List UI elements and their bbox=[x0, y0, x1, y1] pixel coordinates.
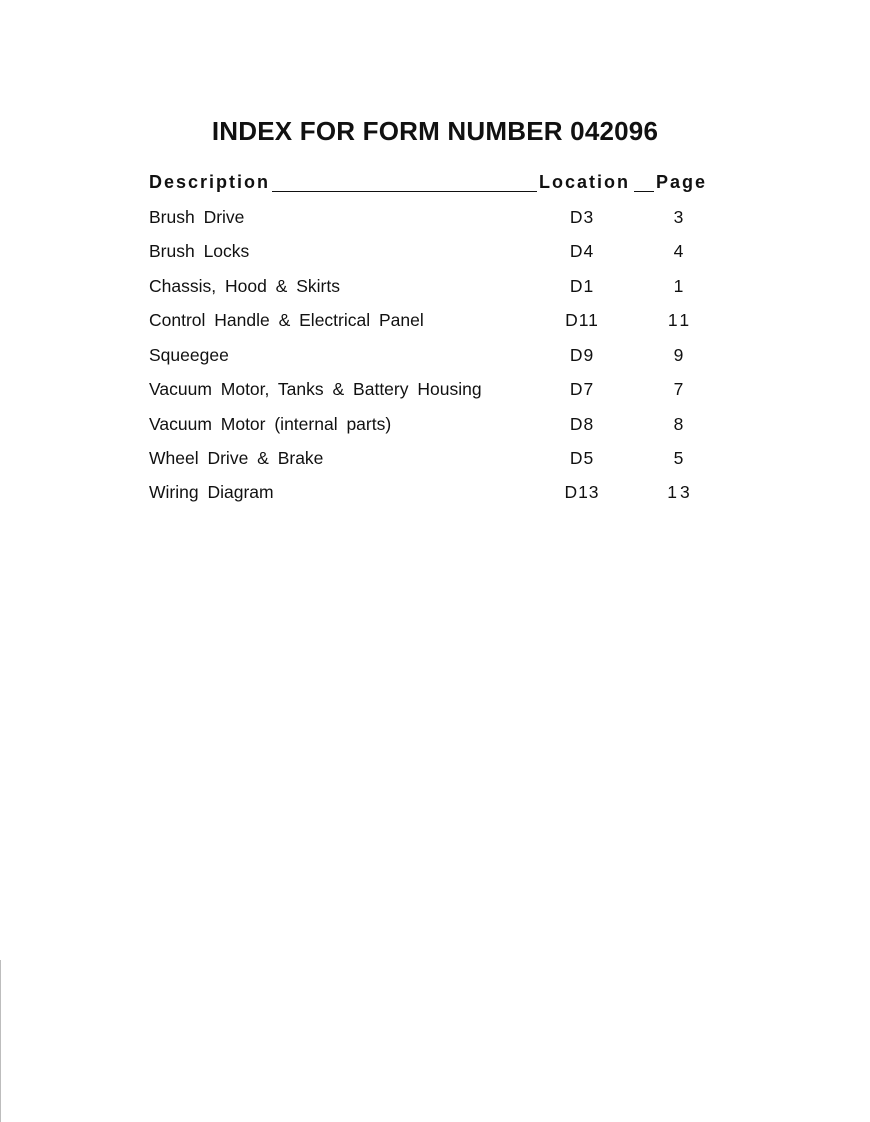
row-location: D4 bbox=[569, 241, 595, 261]
row-page: 7 bbox=[673, 379, 687, 399]
row-location: D1 bbox=[569, 276, 595, 296]
index-row bbox=[149, 276, 709, 300]
column-header-page: Page bbox=[656, 172, 708, 192]
row-page: 3 bbox=[673, 207, 687, 227]
index-row bbox=[149, 310, 709, 334]
row-description: Control Handle & Electrical Panel bbox=[149, 310, 424, 330]
row-location: D7 bbox=[569, 379, 595, 399]
index-row bbox=[149, 345, 709, 369]
row-location: D13 bbox=[564, 482, 600, 502]
row-description: Wiring Diagram bbox=[149, 482, 274, 502]
row-page: 11 bbox=[667, 310, 693, 330]
row-page: 8 bbox=[673, 414, 687, 434]
row-description: Squeegee bbox=[149, 345, 229, 365]
row-description: Chassis, Hood & Skirts bbox=[149, 276, 340, 296]
row-page: 5 bbox=[673, 448, 687, 468]
row-description: Wheel Drive & Brake bbox=[149, 448, 324, 468]
index-row bbox=[149, 379, 709, 403]
row-page: 1 bbox=[673, 276, 687, 296]
row-page: 9 bbox=[673, 345, 687, 365]
row-description: Vacuum Motor (internal parts) bbox=[149, 414, 392, 434]
row-location: D8 bbox=[569, 414, 595, 434]
index-row bbox=[149, 482, 709, 506]
row-page: 4 bbox=[673, 241, 687, 261]
index-row bbox=[149, 448, 709, 472]
index-header bbox=[149, 172, 708, 194]
row-description: Brush Drive bbox=[149, 207, 245, 227]
scan-edge-line bbox=[0, 960, 1, 1122]
index-row bbox=[149, 207, 709, 231]
row-description: Brush Locks bbox=[149, 241, 250, 261]
index-row bbox=[149, 241, 709, 265]
page-title: INDEX FOR FORM NUMBER 042096 bbox=[211, 116, 659, 146]
index-row bbox=[149, 414, 709, 438]
row-description: Vacuum Motor, Tanks & Battery Housing bbox=[149, 379, 482, 399]
row-location: D9 bbox=[569, 345, 595, 365]
column-header-description: Description bbox=[149, 172, 271, 192]
column-header-location: Location bbox=[537, 172, 634, 193]
row-location: D5 bbox=[569, 448, 595, 468]
row-location: D11 bbox=[565, 310, 599, 330]
row-page: 13 bbox=[667, 482, 693, 502]
row-location: D3 bbox=[569, 207, 595, 227]
